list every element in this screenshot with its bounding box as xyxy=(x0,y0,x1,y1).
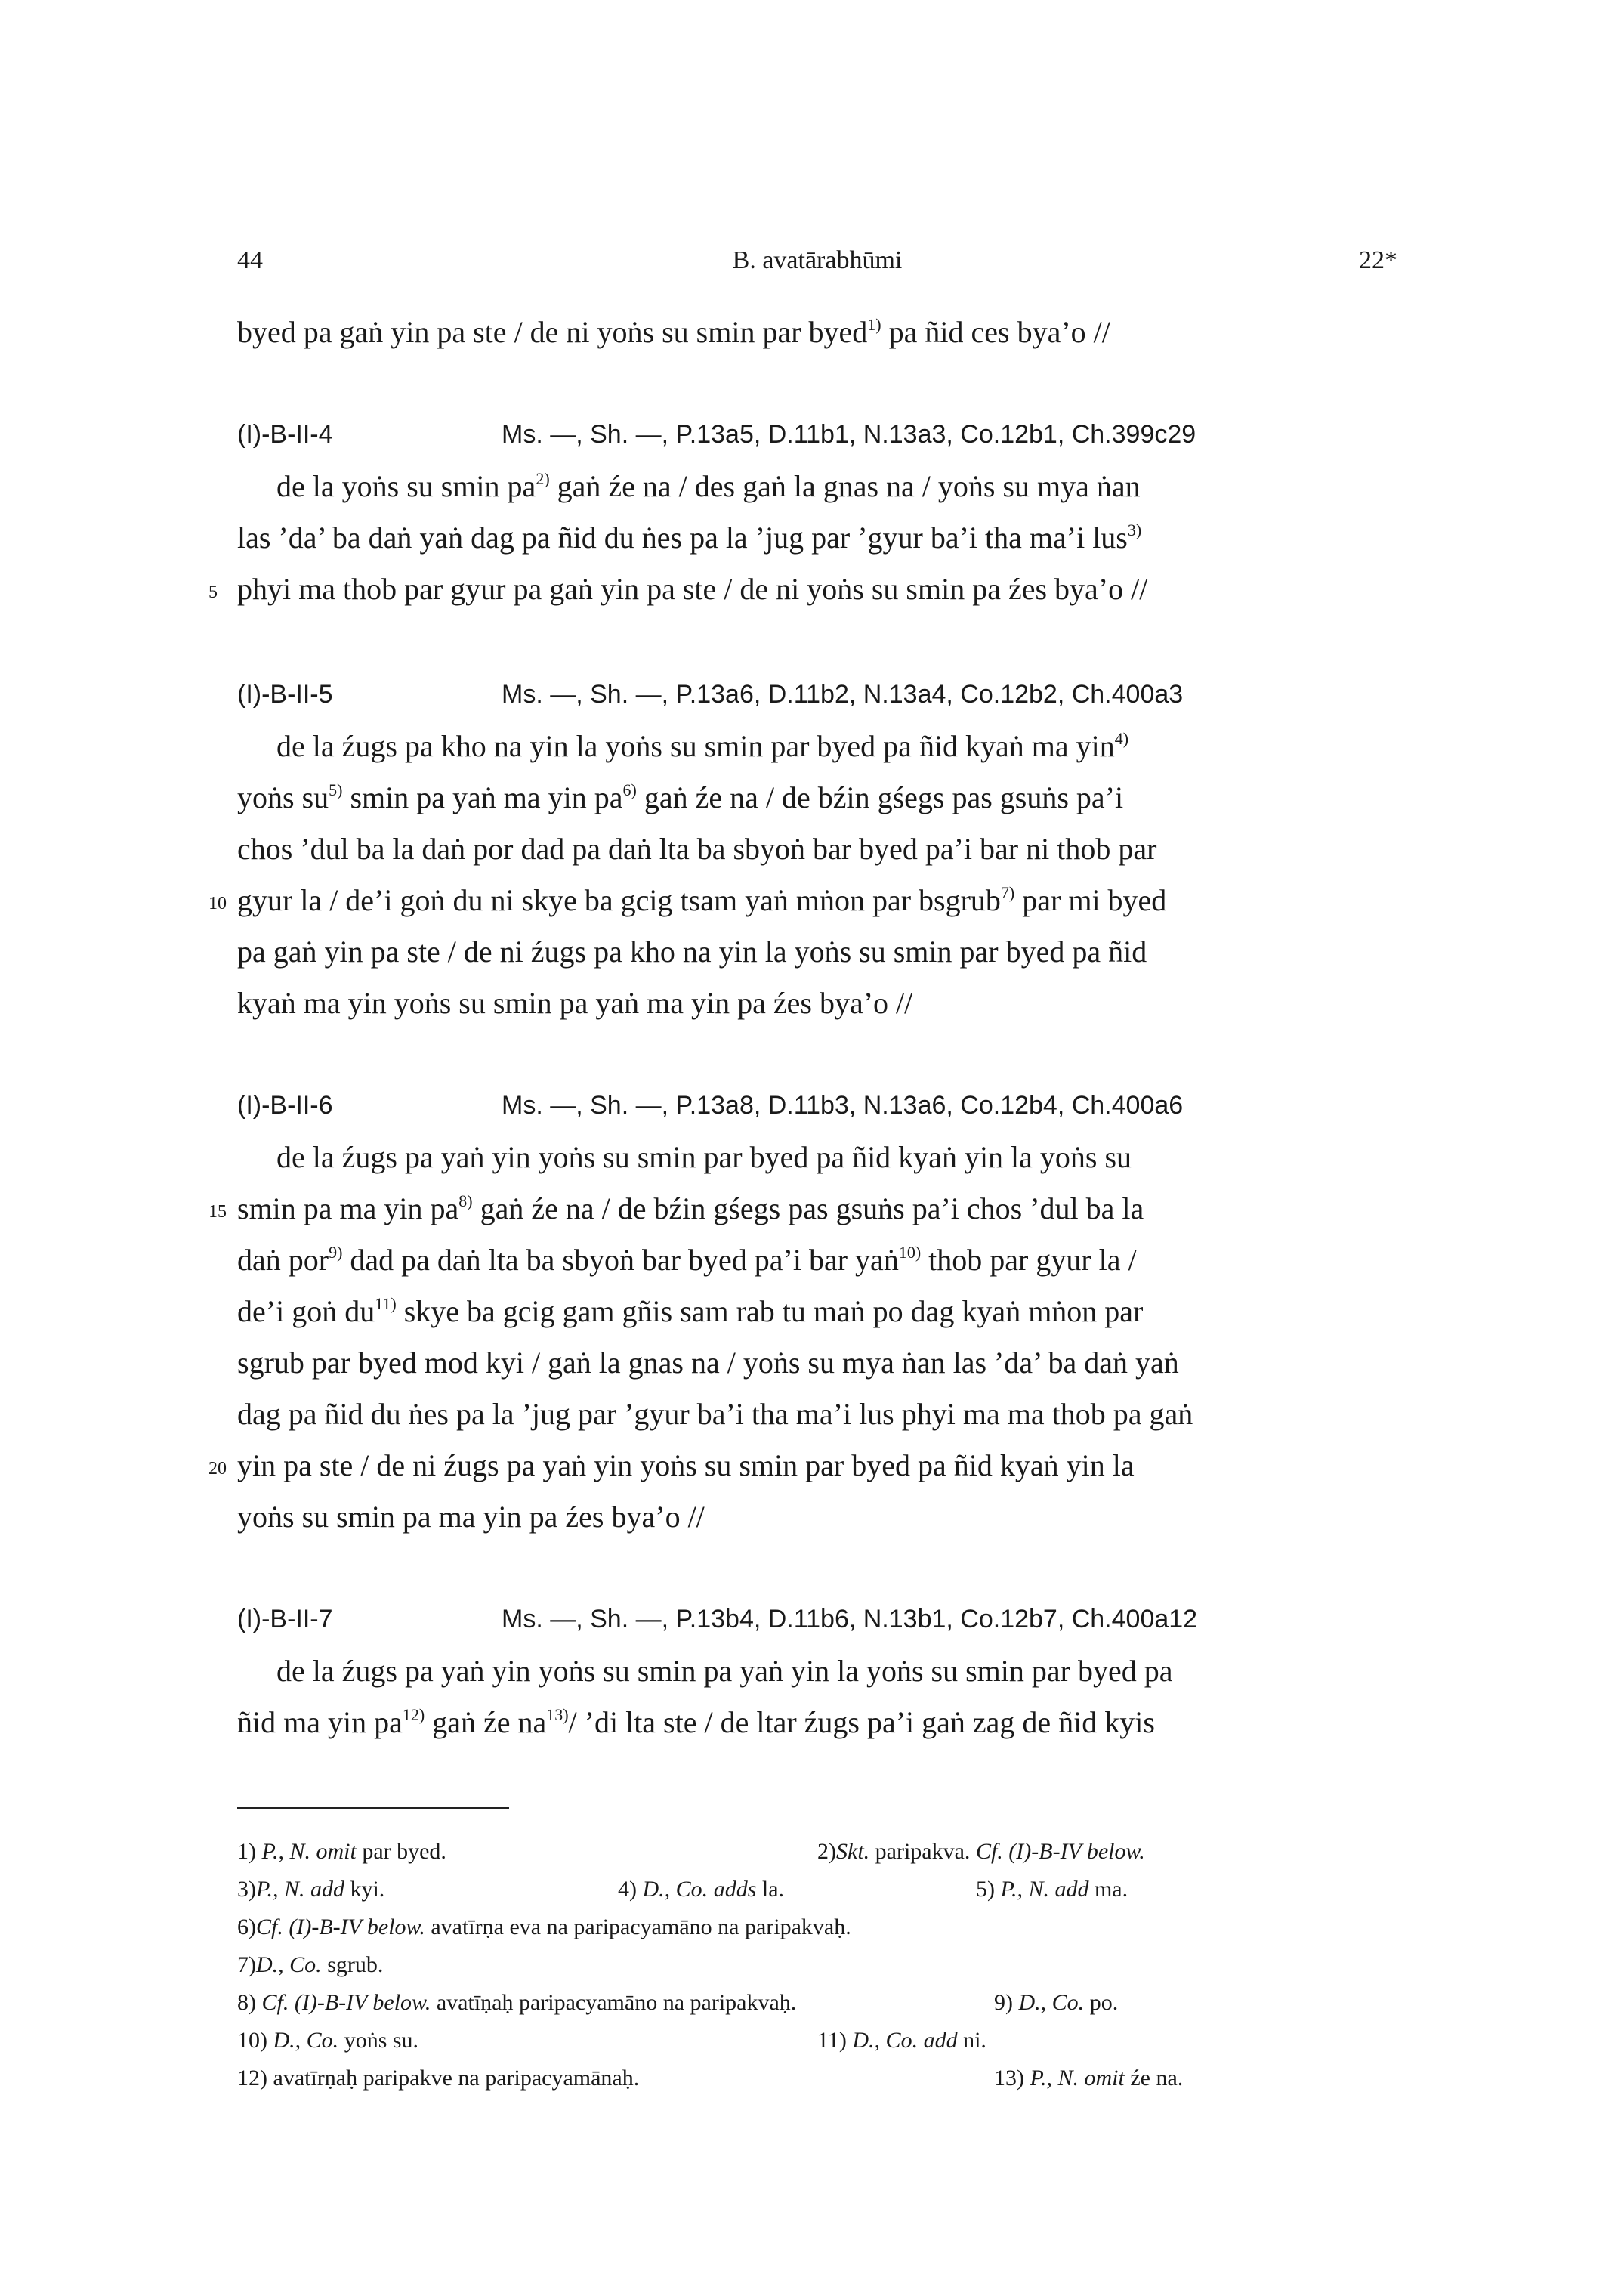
footnote: 2)Skt. paripakva. Cf. (I)-B-IV below. xyxy=(817,1839,1145,1864)
section-ref: 22* xyxy=(1359,246,1397,274)
section-heading xyxy=(237,420,1196,449)
section-heading xyxy=(237,1605,1198,1633)
text-line: yoṅs $su^{5)}$ smin pa yaṅ ma yin $pa^{6)}$ gaṅ źe na / de bźin gśegs pas gsuṅs pa’i xyxy=(237,780,1124,814)
section-sources: Ms. —, Sh. —, P.13a6, D.11b2, N.13a4, Co.12b2, Ch.400a3 xyxy=(502,680,1184,709)
section-id: (I)-B-II-5 xyxy=(237,680,333,709)
footnote-divider xyxy=(237,1807,509,1809)
text-line: pa gaṅ yin pa ste / de ni źugs pa kho na yin la yoṅs su smin par byed pa ñid xyxy=(237,935,1147,969)
section-id: (I)-B-II-7 xyxy=(237,1605,333,1633)
footnote: 4) D., Co. adds la. xyxy=(618,1877,785,1902)
text-line: 5 phyi ma thob par gyur pa gaṅ yin pa ste / de ni yoṅs su smin pa źes bya’o // xyxy=(208,572,1148,606)
footnote: 8) Cf. (I)-B-IV below. avatīṇaḥ paripacyamāno na paripakvaḥ. xyxy=(237,1990,797,2015)
running-title: B. avatārabhūmi xyxy=(732,246,903,274)
section-heading xyxy=(237,1091,1184,1120)
text-line: las ’da’ ba daṅ yaṅ dag pa ñid du ṅes pa la ’jug par ’gyur ba’i tha ma’i lus$^{3)}$ xyxy=(237,521,1142,555)
footnote: 7)D., Co. sgrub. xyxy=(237,1952,384,1977)
text-line: de la źugs pa yaṅ yin yoṅs su smin pa yaṅ yin la yoṅs su smin par byed pa xyxy=(276,1654,1173,1688)
line-number: 20 xyxy=(208,1459,227,1479)
footnote: 1) P., N. omit par byed. xyxy=(237,1839,446,1864)
text-line: byed pa gaṅ yin pa ste / de ni yoṅs su smin par byed$^{1)}$ pa ñid ces bya’o // xyxy=(237,315,1110,349)
text-line: 10 gyur la / de’i goṅ du ni skye ba gcig tsam yaṅ mṅon par bsgrub$^{7)}$ par mi byed xyxy=(208,883,1167,917)
footnote: 10) D., Co. yoṅs su. xyxy=(237,2028,419,2053)
text-line: ñid ma yin $pa^{12)}$ gaṅ źe $na^{13)}/$ ’di lta ste / de ltar źugs pa’i gaṅ zag de ñid kyis xyxy=(237,1705,1155,1739)
text-line: daṅ por$^{9)}$ dad pa daṅ lta ba sbyoṅ bar byed pa’i bar yaṅ$^{10)}$ thob par gyur la / xyxy=(237,1243,1137,1277)
section-sources: Ms. —, Sh. —, P.13b4, D.11b6, N.13b1, Co.12b7, Ch.400a12 xyxy=(502,1605,1198,1633)
text-line: 20 yin pa ste / de ni źugs pa yaṅ yin yoṅs su smin par byed pa ñid kyaṅ yin la xyxy=(208,1448,1135,1482)
text-line: de la yoṅs su smin $pa^{2)}$ gaṅ źe na / des gaṅ la gnas na / yoṅs su mya ṅan xyxy=(276,469,1141,503)
footnote: 5) P., N. add ma. xyxy=(976,1877,1128,1902)
line-number: 15 xyxy=(208,1202,227,1222)
text-line: yoṅs su smin pa ma yin pa źes bya’o // xyxy=(237,1500,705,1534)
page-number: 44 xyxy=(237,246,263,274)
section-sources: Ms. —, Sh. —, P.13a8, D.11b3, N.13a6, Co.12b4, Ch.400a6 xyxy=(502,1091,1184,1120)
line-number: 10 xyxy=(208,894,227,913)
line-number: 5 xyxy=(208,582,218,602)
footnote: 9) D., Co. po. xyxy=(994,1990,1119,2015)
text-line: de la źugs pa kho na yin la yoṅs su smin par byed pa ñid kyaṅ ma yin$^{4)}$ xyxy=(276,729,1129,763)
text-line: dag pa ñid du ṅes pa la ’jug par ’gyur ba’i tha ma’i lus phyi ma ma thob pa gaṅ xyxy=(237,1397,1193,1431)
text-line: 15 smin pa ma yin $pa^{8)}$ gaṅ źe na / de bźin gśegs pas gsuṅs pa’i chos ’dul ba la xyxy=(208,1191,1144,1225)
text-line: de’i goṅ $du^{11)}$ skye ba gcig gam gñis sam rab tu maṅ po dag kyaṅ mṅon par xyxy=(237,1294,1144,1328)
text-line: chos ’dul ba la daṅ por dad pa daṅ lta ba sbyoṅ bar byed pa’i bar ni thob par xyxy=(237,832,1157,866)
section-id: (I)-B-II-4 xyxy=(237,420,333,449)
section-sources: Ms. —, Sh. —, P.13a5, D.11b1, N.13a3, Co.12b1, Ch.399c29 xyxy=(502,420,1196,449)
footnote: 11) D., Co. add ni. xyxy=(817,2028,986,2053)
section-id: (I)-B-II-6 xyxy=(237,1091,333,1120)
footnote: 3)P., N. add kyi. xyxy=(237,1877,385,1902)
text-line: sgrub par byed mod kyi / gaṅ la gnas na / yoṅs su mya ṅan las ’da’ ba daṅ yaṅ xyxy=(237,1346,1179,1380)
footnote: 12) avatīrṇaḥ paripakve na paripacyamānaḥ. xyxy=(237,2066,640,2091)
footnote: 13) P., N. omit źe na. xyxy=(994,2066,1184,2091)
footnote: 6)Cf. (I)-B-IV below. avatīrṇa eva na paripacyamāno na paripakvaḥ. xyxy=(237,1914,851,1939)
running-header xyxy=(237,246,1397,284)
text-line: kyaṅ ma yin yoṅs su smin pa yaṅ ma yin pa źes bya’o // xyxy=(237,986,913,1020)
section-heading xyxy=(237,680,1184,709)
text-line: de la źugs pa yaṅ yin yoṅs su smin par byed pa ñid kyaṅ yin la yoṅs su xyxy=(276,1140,1132,1174)
